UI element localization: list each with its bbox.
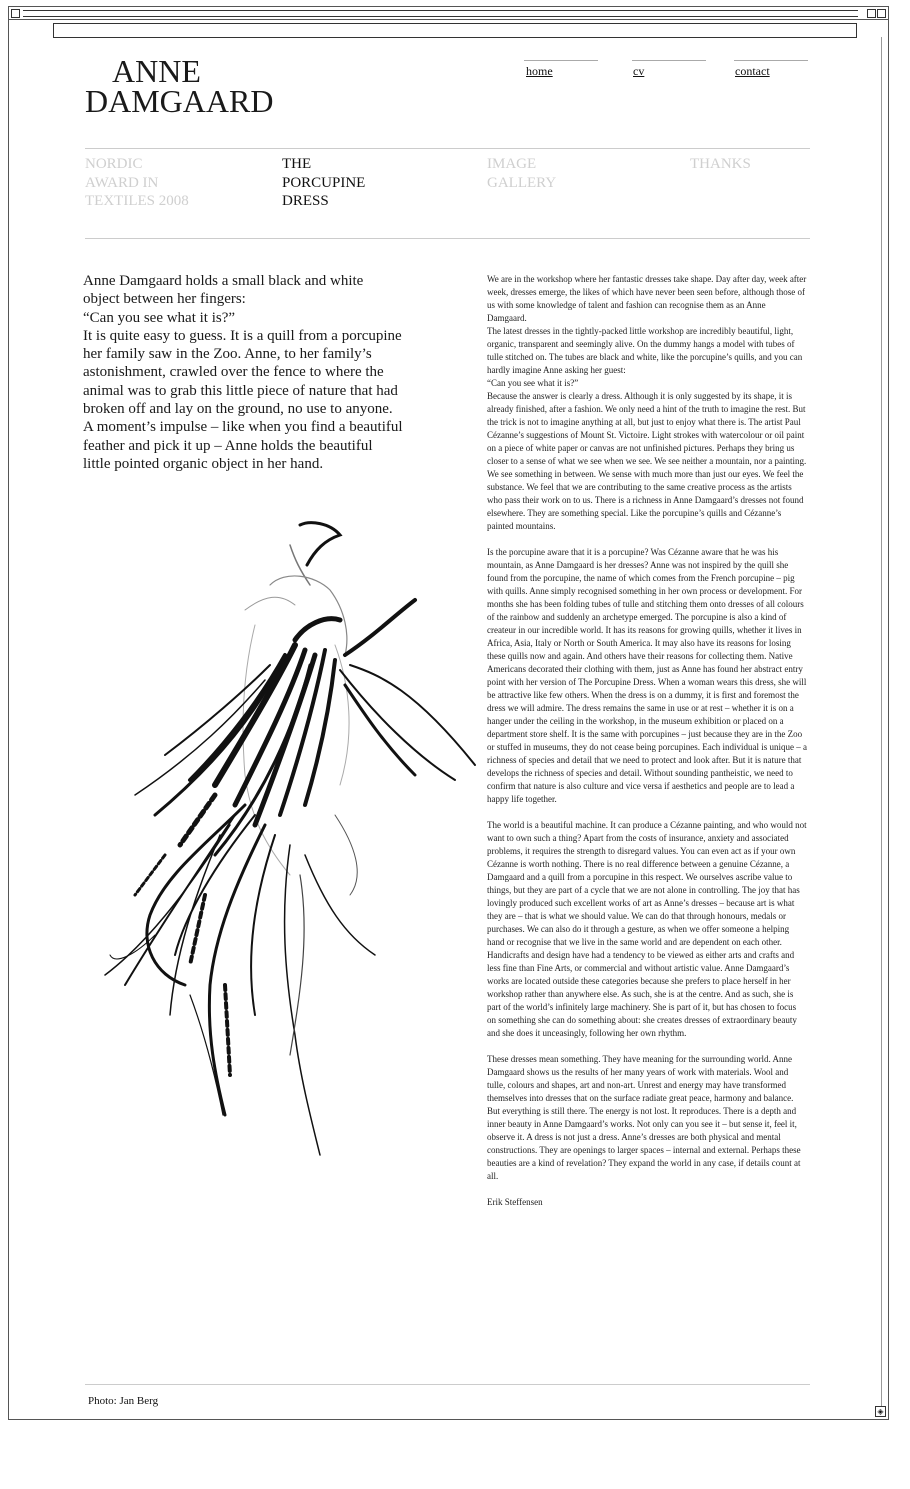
article-paragraph: Because the answer is clearly a dress. Although it is only suggested by its shape, it is already finished, after a fashion. We only need a hint of the truth to imagine the rest. But the trick is not to imagine anything at all, but just to enjoy what there is. The artist Paul Cézanne’s suggestions of Mount St. Victoire. Light strokes with watercolour or oil paint on a piece of white paper or canvas are not unfinished pictures. Perhaps they bring us closer to a sense of what we see when we see. We see neither a mountain, nor a painting. We see something in between. We sense with much more than just our eyes. We feel the substance. We feel that we are contributing to the same creative process as the artists who pass their work on to us. There is a richness in Anne Damgaard’s dresses not found elsewhere. They are something special. Like the porcupine’s quills and Cézanne’s painted mountains. [487,391,807,531]
title-bar[interactable] [9,7,888,20]
top-navigation [0,60,910,84]
menu-item-nordic-award[interactable]: NORDIC AWARD IN TEXTILES 2008 [85,156,189,209]
nav-divider [734,60,808,61]
nav-link-home[interactable]: home [526,64,553,78]
address-bar[interactable] [53,23,857,38]
zoom-box-icon[interactable] [867,9,876,18]
collapse-box-icon[interactable] [877,9,886,18]
logo-line-1: ANNE [112,53,201,89]
nav-divider [632,60,706,61]
article-text [487,273,807,1222]
article-paragraph: Is the porcupine aware that it is a porcupine? Was Cézanne aware that he was his mountain, as Anne Damgaard is her dresses? Anne was not inspired by the quill she found from the porcupine, the name of which comes from the French porcupine – pig with quills. Anne simply recognised something in her own process or development. For months she has been folding tubes of tulle and stitching them onto dresses of all colours of the rainbow and suddenly an archetype emerged. The porcupine is also a kind of createur in our incredible world. It has its reasons for growing quills, whether it lives in Africa, Asia, Italy or North or South America. It may also have its reasons for losing these quills now and again. And others have their reasons for collecting them. Native Americans decorated their clothing with them, just as Anne has found her abstract entry point with her version of The Porcupine Dress. When a woman wears this dress, she will be attractive like few others. When the dress is on a dummy, it is first and foremost the dress we will admire. The dress remains the same in use or at rest – whether it is on a hanger under the ceiling in the workshop, in the museum exhibition or placed on a department store shelf. It is the same with porcupines – just because they are in the Zoo or stuffed in museums, they do not cease being porcupines. Each individual is unique – a richness of species and detail that we need to protect and look after. But it is nature that develops the richness of species and detail. Without sounding pantheistic, we need to confirm that nature is also culture and vice versa if aesthetics and people are to lead a happy life together. [487,547,808,804]
divider [85,148,810,149]
intro-text [83,272,403,473]
porcupine-dress-image [95,515,480,1175]
nav-link-contact[interactable]: contact [735,64,770,78]
menu-item-image-gallery[interactable]: IMAGE GALLERY [487,156,557,191]
article-paragraph: These dresses mean something. They have meaning for the surrounding world. Anne Damgaard shows us the results of her many years of work with materials. Wool and tulle, colours and shapes, art and non-art. Unrest and energy may have transformed themselves into dresses that on the surface radiate great peace, harmony and balance. But everything is still there. The energy is not lost. It reproduces. There is a depth and inner beauty in Anne Damgaard’s works. Not only can you see it – but sense it, feel it, observe it. A dress is not just a dress. Anne’s dresses are both physical and mental constructions. They are openings to larger spaces – internal and external. Perhaps these beauties are a kind of revelation? They expand the world in any case, if details count at all. [487,1054,801,1181]
menu-item-porcupine-dress[interactable]: THE PORCUPINE DRESS [282,156,366,209]
logo-line-2: DAMGAARD [85,83,274,119]
divider [85,238,810,239]
title-bar-stripes [23,10,858,17]
resize-handle-icon[interactable]: ◈ [875,1406,886,1417]
author-signature: Erik Steffensen [487,1197,543,1207]
article-paragraph: The latest dresses in the tightly-packed little workshop are incredibly beautiful, light, organic, transparent and seemingly alive. On the dummy hangs a model with tubes of tulle stitched on. The tubes are black and white, like the porcupine’s quills, and you can hardly imagine Anne asking her guest: [487,326,803,375]
nav-link-cv[interactable]: cv [633,64,645,78]
intro-paragraph: It is quite easy to guess. It is a quill from a porcupine her family saw in the Zoo. Anne, to her family’s astonishment, crawled over the fence to where the animal was to grab this little piece of nature that had broken off and lay on the ground, no use to anyone. A moment’s impulse – like when you find a beautiful feather and pick it up – Anne holds the beautiful little pointed organic object in her hand. [83,327,403,472]
article-paragraph: We are in the workshop where her fantastic dresses take shape. Day after day, week after week, dresses emerge, the likes of which have never been seen before, although those of us with some knowledge of talent and fashion can recognise them as an Anne Damgaard. [487,274,807,323]
menu-item-thanks[interactable]: THANKS [690,156,751,172]
article-paragraph: The world is a beautiful machine. It can produce a Cézanne painting, and who would not want to own such a thing? Apart from the costs of insurance, anxiety and associated problems, it requires the strength to disregard values. You can even act as if your own Cézanne is worth nothing. There is no real difference between a genuine Cézanne, a Damgaard and a quill from a porcupine in this respect. We ourselves ascribe value to things, but they are part of a cycle that we are not alone in controlling. The joy that has lovingly produced such excellent works of art as Anne’s dresses – because art is what they are – that is what we should value. We can do that through honours, medals or purchases. We can also do it through a gesture, as when we offer someone a helping hand or recognise that we live in the same world and are dependent on each other. Handicrafts and design have had a tendency to be viewed as either arts and crafts and less fine than Fine Arts, or commercial and without artistic value. Anne Damgaard’s works are located outside these categories because she prefers to place herself in her workshop rather than anywhere else. As such, she is at the centre. And as such, she is part of the world’s infinitely large machinery. She is part of it, but has chosen to focus on something she can do something about: she creates dresses of extraordinary beauty and she does it unceasingly, following her own rhythm. [487,820,807,1038]
intro-paragraph: Anne Damgaard holds a small black and white object between her fingers: [83,273,364,308]
divider [85,1384,810,1385]
article-quote: “Can you see what it is?” [487,378,579,388]
intro-quote: “Can you see what it is?” [83,309,236,326]
scrollbar-track[interactable] [881,37,882,1407]
photo-credit: Photo: Jan Berg [88,1395,159,1407]
nav-divider [524,60,598,61]
close-box-icon[interactable] [11,9,20,18]
